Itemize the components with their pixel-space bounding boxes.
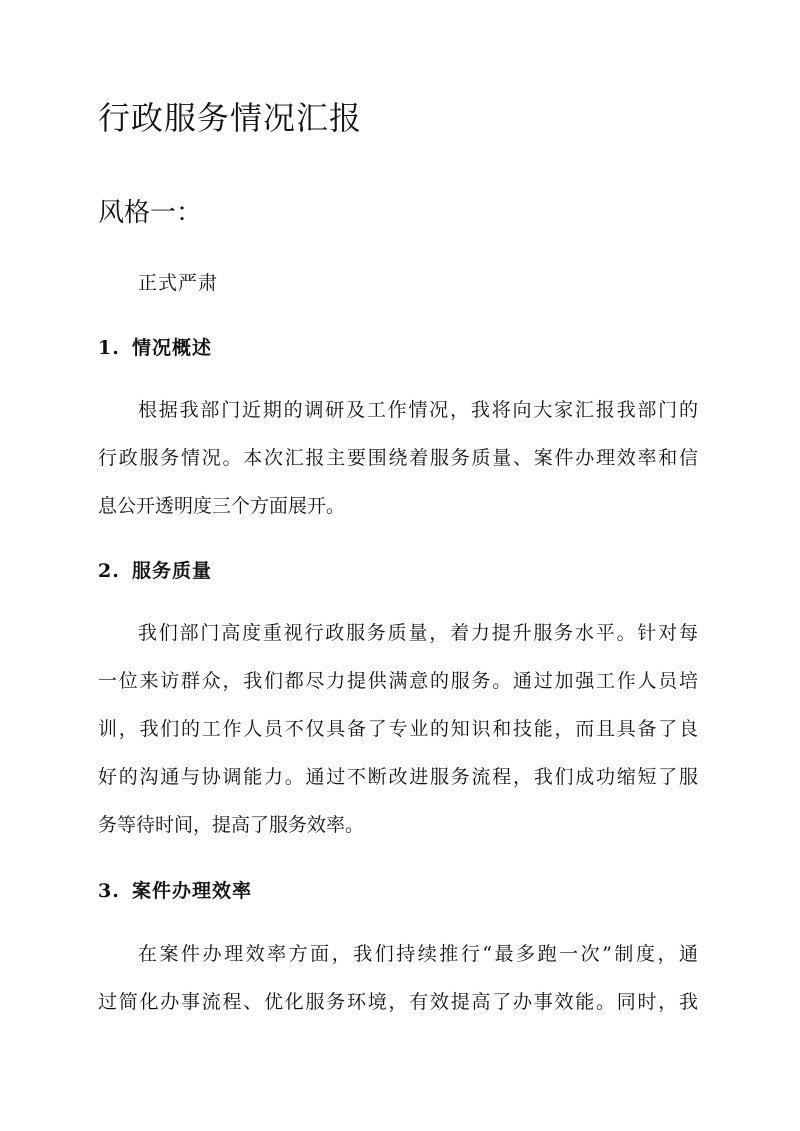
paragraph-line: 好的沟通与协调能力。通过不断改进服务流程，我们成功缩短了服 — [98, 766, 698, 788]
style-heading: 风格一： — [98, 198, 203, 228]
document-title: 行政服务情况汇报 — [98, 99, 363, 137]
paragraph-line: 一位来访群众，我们都尽力提供满意的服务。通过加强工作人员培 — [98, 670, 698, 692]
section-paragraph-1 — [98, 386, 698, 530]
section-paragraph-3 — [98, 930, 698, 1026]
section-heading-2 — [98, 556, 212, 586]
style-label: 正式严肃 — [138, 272, 219, 294]
paragraph-line: 根据我部门近期的调研及工作情况，我将向大家汇报我部门的 — [138, 399, 698, 421]
section-title: 情况概述 — [132, 337, 213, 359]
paragraph-line: 我们部门高度重视行政服务质量，着力提升服务水平。针对每 — [138, 622, 698, 644]
section-paragraph-2 — [98, 609, 698, 849]
section-title: 案件办理效率 — [132, 880, 253, 902]
paragraph-line: 在案件办理效率方面，我们持续推行“最多跑一次”制度，通 — [138, 943, 698, 965]
section-number: 2. — [98, 560, 120, 582]
paragraph-line: 息公开透明度三个方面展开。 — [98, 495, 346, 517]
paragraph-line: 务等待时间，提高了服务效率。 — [98, 814, 365, 836]
section-heading-1 — [98, 333, 212, 363]
paragraph-line: 行政服务情况。本次汇报主要围绕着服务质量、案件办理效率和信 — [98, 447, 698, 469]
section-heading-3 — [98, 876, 252, 906]
paragraph-line: 过简化办事流程、优化服务环境，有效提高了办事效能。同时，我 — [98, 991, 698, 1013]
paragraph-line: 训，我们的工作人员不仅具备了专业的知识和技能，而且具备了良 — [98, 718, 698, 740]
section-number: 1. — [98, 337, 120, 359]
section-number: 3. — [98, 880, 120, 902]
section-title: 服务质量 — [132, 560, 213, 582]
